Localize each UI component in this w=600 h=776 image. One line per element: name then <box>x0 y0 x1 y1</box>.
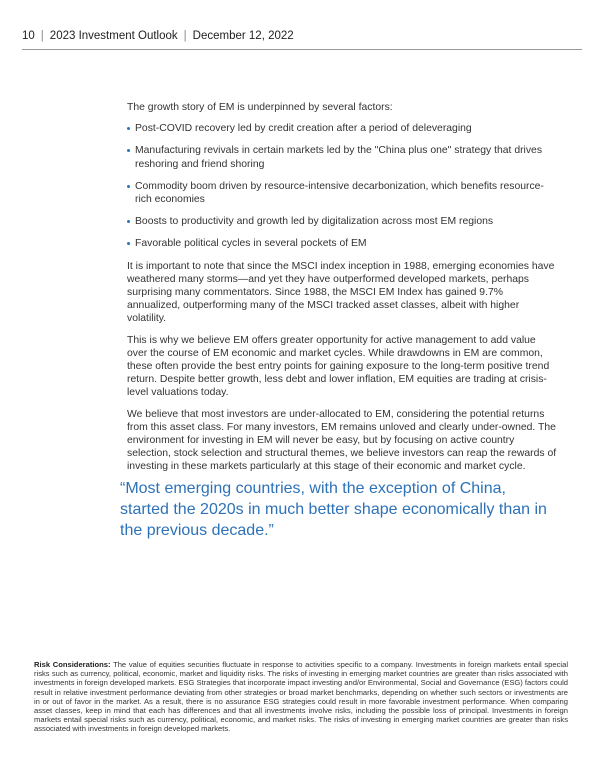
header-separator: | <box>183 30 187 42</box>
pull-quote: “Most emerging countries, with the exception of China, started the 2020s in much better shape economically than in the previous decade.” <box>120 480 547 539</box>
body-paragraph: We believe that most investors are under-allocated to EM, considering the potential returns from this asset class. For many investors, EM remains unloved and clearly under-owned. The environment for investing in EM will never be easy, but by focusing on active country selection, stock selection and structural themes, we believe investors can reap the rewards of investing in these markets particularly at this stage of their economic and market cycle. <box>127 408 557 473</box>
list-item-text: Post-COVID recovery led by credit creation after a period of deleveraging <box>135 123 472 135</box>
bullet-icon <box>127 149 130 152</box>
bullet-icon <box>127 242 130 245</box>
bullet-icon <box>127 127 130 130</box>
risk-label: Risk Considerations: <box>34 660 111 669</box>
report-date: December 12, 2022 <box>192 30 294 42</box>
factor-list <box>127 122 557 250</box>
header-divider <box>22 49 582 50</box>
list-item-text: Commodity boom driven by resource-intensive decarbonization, which benefits resource-rich economies <box>135 180 544 206</box>
bullet-icon <box>127 220 130 223</box>
risk-text: The value of equities securities fluctuate in response to activities specific to a company. Investments in foreign markets entail special risks such as currency, political, economic, market and liquidity risks. The risks of investing in emerging market countries are greater than risks associated with investments in foreign developed markets. ESG Strategies that incorporate impact investing and/or Environmental, Social and Governance (ESG) factors could result in relative investment performance deviating from other strategies or broad market benchmarks, depending on whether such sectors or investments are in or out of favor in the market. As a result, there is no assurance ESG strategies could result in more favorable investment performance. When comparing asset classes, keep in mind that each has differences and that all investments involve risks, including the possible loss of principal. Investments in foreign markets entail special risks such as currency, political, economic, and market risks. The risks of investing in emerging market countries are greater than risks associated with investments in foreign developed markets. <box>34 660 569 734</box>
list-item <box>127 144 557 170</box>
list-item <box>127 215 557 228</box>
list-item <box>127 237 557 250</box>
page-header <box>22 30 582 42</box>
main-content <box>127 101 557 482</box>
body-paragraph: It is important to note that since the MSCI index inception in 1988, emerging economies have weathered many storms—and yet they have outperformed developed markets, perhaps surprising many commentators. Since 1988, the MSCI EM Index has gained 9.7% annualized, outperforming many of the MSCI tracked asset classes, albeit with higher volatility. <box>127 260 555 325</box>
list-item-text: Favorable political cycles in several pockets of EM <box>135 238 367 250</box>
bullet-icon <box>127 185 130 188</box>
body-paragraph: This is why we believe EM offers greater opportunity for active management to add value over the course of EM economic and market cycles. While drawdowns in EM are common, these often provide the best entry points for gaining exposure to the long-term positive trend return. Despite better growth, less debt and lower inflation, EM equities are trading at crisis-level valuations today. <box>127 334 550 399</box>
list-item <box>127 180 557 206</box>
risk-considerations <box>34 660 568 734</box>
page-number: 10 <box>22 30 35 42</box>
intro-paragraph: The growth story of EM is underpinned by several factors: <box>127 102 393 113</box>
list-item-text: Boosts to productivity and growth led by digitalization across most EM regions <box>135 216 494 228</box>
list-item-text: Manufacturing revivals in certain markets led by the "China plus one" strategy that drives reshoring and friend shoring <box>135 145 543 170</box>
list-item <box>127 122 557 135</box>
report-title: 2023 Investment Outlook <box>49 30 178 42</box>
header-separator: | <box>40 30 44 42</box>
